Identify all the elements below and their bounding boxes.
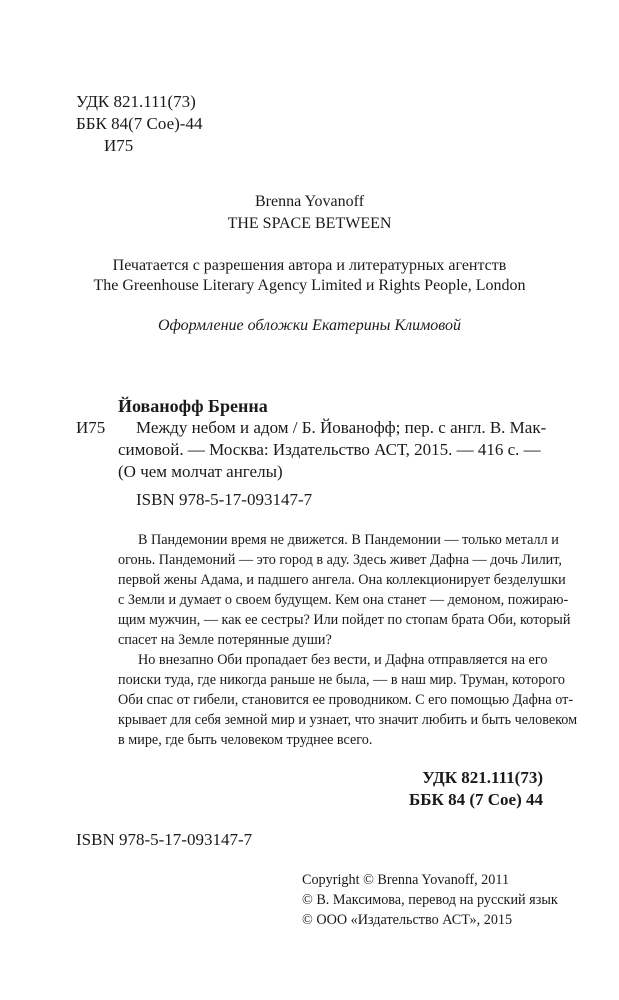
bbk-code-bottom: ББК 84 (7 Сое) 44 — [409, 790, 543, 809]
annotation-line: В Пандемонии время не движется. В Пандемонии — только металл и — [138, 532, 559, 548]
annotation-line: с Земли и думает о своем будущем. Кем она станет — демоном, пожираю- — [118, 592, 569, 608]
udk-code-bottom: УДК 821.111(73) — [422, 768, 543, 787]
annotation-line: крывает для себя земной мир и узнает, что значит любить и быть человеком — [118, 712, 578, 728]
permission-line-2: The Greenhouse Literary Agency Limited и Rights People, London — [93, 277, 526, 294]
annotation-line: щим мужчин, — как ее сестры? Или пойдет по стопам брата Оби, который — [118, 612, 571, 628]
catalog-isbn: ISBN 978-5-17-093147-7 — [136, 490, 313, 509]
catalog-mark: И75 — [76, 418, 106, 437]
catalog-heading: Йованофф Бренна — [118, 396, 268, 416]
catalog-line-1: Между небом и адом / Б. Йованофф; пер. с англ. В. Мак- — [136, 418, 547, 437]
author-mark-top: И75 — [104, 136, 134, 155]
annotation-line: первой жены Адама, и падшего ангела. Она коллекционирует безделушки — [118, 572, 566, 588]
catalog-line-3: (О чем молчат ангелы) — [118, 462, 283, 481]
catalog-line-2: симовой. — Москва: Издательство АСТ, 2015. — 416 с. — — [118, 440, 541, 459]
copyright-line-3: © ООО «Издательство АСТ», 2015 — [302, 912, 513, 928]
permission-line-1: Печатается с разрешения автора и литературных агентств — [112, 257, 507, 274]
bbk-code-top: ББК 84(7 Сое)-44 — [76, 114, 203, 133]
annotation-line: огонь. Пандемоний — это город в аду. Здесь живет Дафна — дочь Лилит, — [118, 552, 562, 568]
annotation-line: Но внезапно Оби пропадает без вести, и Дафна отправляется на его — [138, 652, 548, 668]
udk-code-top: УДК 821.111(73) — [76, 92, 196, 111]
copyright-line-2: © В. Максимова, перевод на русский язык — [302, 892, 558, 908]
original-author: Brenna Yovanoff — [254, 193, 365, 210]
annotation-line: в мире, где быть человеком труднее всего. — [118, 732, 373, 748]
isbn-bottom: ISBN 978-5-17-093147-7 — [76, 830, 253, 849]
cover-credit: Оформление обложки Екатерины Климовой — [157, 317, 462, 334]
copyright-line-1: Copyright © Brenna Yovanoff, 2011 — [302, 872, 510, 888]
annotation-line: спасет на Земле потерянные души? — [118, 632, 332, 648]
original-title: THE SPACE BETWEEN — [227, 215, 392, 232]
annotation-line: Оби спас от гибели, становится ее проводником. С его помощью Дафна от- — [118, 692, 574, 708]
annotation-line: поиски туда, где никогда раньше не была, — в наш мир. Труман, которого — [118, 672, 565, 688]
